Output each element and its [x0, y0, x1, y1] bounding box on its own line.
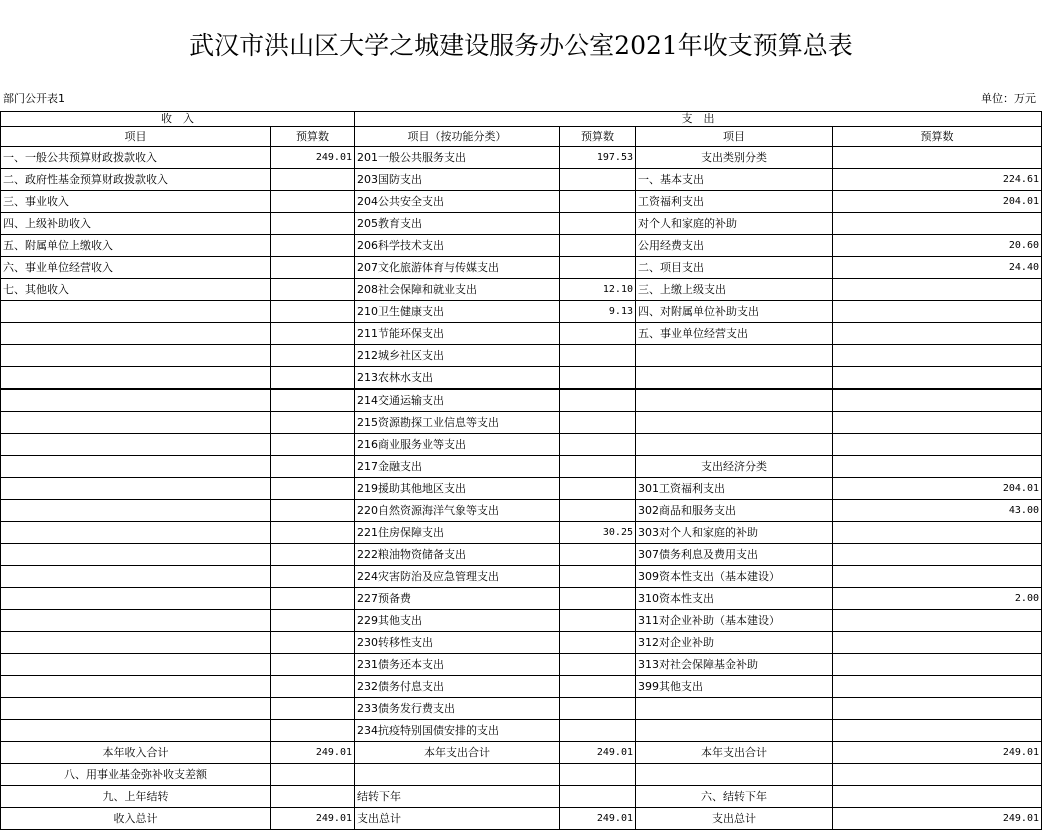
- cell-c: 217金融支出: [355, 456, 560, 478]
- cell-a: 六、事业单位经营收入: [1, 257, 271, 279]
- cell-f: [833, 676, 1042, 698]
- cell-b: [271, 764, 355, 786]
- cell-e: [636, 764, 833, 786]
- table-row: [1, 191, 1042, 213]
- cell-d: [560, 345, 636, 367]
- cell-c: 201一般公共服务支出: [355, 147, 560, 169]
- table-row: [1, 676, 1042, 698]
- cell-d: [560, 478, 636, 500]
- cell-b: [271, 191, 355, 213]
- cell-e: 五、事业单位经营支出: [636, 323, 833, 345]
- cell-d: [560, 786, 636, 808]
- cell-a: [1, 632, 271, 654]
- cell-d: [560, 720, 636, 742]
- cell-c: 本年支出合计: [355, 742, 560, 764]
- cell-e: [636, 698, 833, 720]
- cell-c: 211节能环保支出: [355, 323, 560, 345]
- table-row: [1, 456, 1042, 478]
- cell-d: [560, 632, 636, 654]
- cell-c: 213农林水支出: [355, 367, 560, 390]
- table-row: [1, 478, 1042, 500]
- cell-d: 12.10: [560, 279, 636, 301]
- cell-a: [1, 478, 271, 500]
- cell-b: [271, 169, 355, 191]
- table-row: [1, 257, 1042, 279]
- cell-d: [560, 323, 636, 345]
- table-row: [1, 654, 1042, 676]
- cell-a: [1, 544, 271, 566]
- cell-f: [833, 654, 1042, 676]
- cell-b: [271, 235, 355, 257]
- cell-f: [833, 720, 1042, 742]
- cell-a: 九、上年结转: [1, 786, 271, 808]
- cell-a: [1, 434, 271, 456]
- cell-e: 二、项目支出: [636, 257, 833, 279]
- table-row: [1, 698, 1042, 720]
- cell-f: [833, 147, 1042, 169]
- cell-f: [833, 434, 1042, 456]
- cell-a: 二、政府性基金预算财政拨款收入: [1, 169, 271, 191]
- cell-c: 214交通运输支出: [355, 389, 560, 412]
- cell-d: 249.01: [560, 742, 636, 764]
- cell-a: [1, 301, 271, 323]
- cell-a: [1, 389, 271, 412]
- cell-b: [271, 301, 355, 323]
- cell-a: 七、其他收入: [1, 279, 271, 301]
- cell-c: 215资源勘探工业信息等支出: [355, 412, 560, 434]
- cell-c: 227预备费: [355, 588, 560, 610]
- cell-a: [1, 345, 271, 367]
- cell-e: 312对企业补助: [636, 632, 833, 654]
- cell-b: [271, 698, 355, 720]
- cell-b: [271, 213, 355, 235]
- col-budget-header: 预算数: [833, 127, 1042, 147]
- cell-f: [833, 764, 1042, 786]
- cell-d: [560, 412, 636, 434]
- total-row: [1, 764, 1042, 786]
- cell-c: 210卫生健康支出: [355, 301, 560, 323]
- cell-f: 204.01: [833, 191, 1042, 213]
- cell-a: [1, 698, 271, 720]
- table-row: [1, 213, 1042, 235]
- cell-e: [636, 367, 833, 390]
- cell-a: [1, 456, 271, 478]
- cell-a: 四、上级补助收入: [1, 213, 271, 235]
- total-row: [1, 742, 1042, 764]
- cell-b: [271, 786, 355, 808]
- cell-d: [560, 566, 636, 588]
- cell-b: [271, 345, 355, 367]
- cell-f: 249.01: [833, 742, 1042, 764]
- cell-d: [560, 610, 636, 632]
- cell-f: [833, 213, 1042, 235]
- cell-b: [271, 389, 355, 412]
- cell-d: 249.01: [560, 808, 636, 830]
- cell-c: 222粮油物资储备支出: [355, 544, 560, 566]
- cell-d: [560, 764, 636, 786]
- table-row: [1, 147, 1042, 169]
- cell-a: [1, 588, 271, 610]
- cell-d: [560, 456, 636, 478]
- cell-f: [833, 389, 1042, 412]
- cell-d: 30.25: [560, 522, 636, 544]
- cell-e: [636, 389, 833, 412]
- table-row: [1, 389, 1042, 412]
- cell-a: [1, 323, 271, 345]
- cell-e: [636, 345, 833, 367]
- unit-label: 单位：万元: [981, 92, 1036, 105]
- cell-f: [833, 610, 1042, 632]
- cell-b: 249.01: [271, 808, 355, 830]
- cell-e: 支出总计: [636, 808, 833, 830]
- cell-d: [560, 367, 636, 390]
- cell-b: [271, 257, 355, 279]
- cell-a: [1, 412, 271, 434]
- cell-c: 233债务发行费支出: [355, 698, 560, 720]
- cell-a: 三、事业收入: [1, 191, 271, 213]
- cell-c: 231债务还本支出: [355, 654, 560, 676]
- cell-a: [1, 676, 271, 698]
- col-item-header: 项目: [636, 127, 833, 147]
- cell-f: 24.40: [833, 257, 1042, 279]
- cell-c: 221住房保障支出: [355, 522, 560, 544]
- cell-d: 197.53: [560, 147, 636, 169]
- table-row: [1, 566, 1042, 588]
- cell-f: [833, 544, 1042, 566]
- table-row: [1, 279, 1042, 301]
- table-row: [1, 720, 1042, 742]
- cell-e: 工资福利支出: [636, 191, 833, 213]
- table-row: [1, 588, 1042, 610]
- cell-b: [271, 279, 355, 301]
- cell-f: [833, 698, 1042, 720]
- cell-a: [1, 566, 271, 588]
- cell-d: [560, 213, 636, 235]
- cell-e: 307债务利息及费用支出: [636, 544, 833, 566]
- cell-c: 219援助其他地区支出: [355, 478, 560, 500]
- cell-b: [271, 654, 355, 676]
- cell-c: 232债务付息支出: [355, 676, 560, 698]
- cell-b: [271, 544, 355, 566]
- cell-b: 249.01: [271, 147, 355, 169]
- cell-c: 205教育支出: [355, 213, 560, 235]
- cell-b: [271, 478, 355, 500]
- cell-b: [271, 522, 355, 544]
- cell-e: 四、对附属单位补助支出: [636, 301, 833, 323]
- cell-b: [271, 434, 355, 456]
- table-row: [1, 500, 1042, 522]
- table-row: [1, 610, 1042, 632]
- expense-header: 支 出: [355, 112, 1042, 127]
- cell-a: 一、一般公共预算财政拨款收入: [1, 147, 271, 169]
- cell-e: 本年支出合计: [636, 742, 833, 764]
- cell-d: [560, 500, 636, 522]
- cell-a: 五、附属单位上缴收入: [1, 235, 271, 257]
- table-row: [1, 367, 1042, 390]
- cell-c: 216商业服务业等支出: [355, 434, 560, 456]
- cell-c: 220自然资源海洋气象等支出: [355, 500, 560, 522]
- cell-b: [271, 588, 355, 610]
- cell-f: [833, 522, 1042, 544]
- cell-c: 结转下年: [355, 786, 560, 808]
- form-label: 部门公开表1: [3, 92, 65, 105]
- table-row: [1, 544, 1042, 566]
- cell-f: [833, 323, 1042, 345]
- cell-e: 六、结转下年: [636, 786, 833, 808]
- cell-a: [1, 522, 271, 544]
- cell-c: [355, 764, 560, 786]
- cell-f: [833, 786, 1042, 808]
- cell-e: 303对个人和家庭的补助: [636, 522, 833, 544]
- cell-e: 309资本性支出（基本建设）: [636, 566, 833, 588]
- table-row: [1, 345, 1042, 367]
- cell-d: [560, 654, 636, 676]
- cell-d: [560, 257, 636, 279]
- cell-d: 9.13: [560, 301, 636, 323]
- cell-c: 208社会保障和就业支出: [355, 279, 560, 301]
- cell-f: [833, 279, 1042, 301]
- cell-a: 八、用事业基金弥补收支差额: [1, 764, 271, 786]
- table-row: [1, 434, 1042, 456]
- cell-f: 204.01: [833, 478, 1042, 500]
- cell-b: [271, 610, 355, 632]
- cell-f: 2.00: [833, 588, 1042, 610]
- cell-e: 399其他支出: [636, 676, 833, 698]
- cell-a: 收入总计: [1, 808, 271, 830]
- cell-e: 310资本性支出: [636, 588, 833, 610]
- cell-c: 203国防支出: [355, 169, 560, 191]
- cell-b: [271, 500, 355, 522]
- cell-d: [560, 235, 636, 257]
- cell-b: [271, 720, 355, 742]
- table-row: [1, 235, 1042, 257]
- cell-a: [1, 720, 271, 742]
- cell-e: 302商品和服务支出: [636, 500, 833, 522]
- total-row: [1, 786, 1042, 808]
- cell-c: 224灾害防治及应急管理支出: [355, 566, 560, 588]
- cell-b: [271, 323, 355, 345]
- cell-b: [271, 566, 355, 588]
- cell-f: 249.01: [833, 808, 1042, 830]
- cell-e: 对个人和家庭的补助: [636, 213, 833, 235]
- cell-e: [636, 720, 833, 742]
- cell-c: 支出总计: [355, 808, 560, 830]
- cell-c: 204公共安全支出: [355, 191, 560, 213]
- cell-a: [1, 610, 271, 632]
- cell-d: [560, 544, 636, 566]
- total-row: [1, 808, 1042, 830]
- cell-c: 229其他支出: [355, 610, 560, 632]
- cell-e: 311对企业补助（基本建设）: [636, 610, 833, 632]
- table-row: [1, 522, 1042, 544]
- cell-e: 一、基本支出: [636, 169, 833, 191]
- cell-b: [271, 367, 355, 390]
- cell-b: [271, 456, 355, 478]
- cell-e: 313对社会保障基金补助: [636, 654, 833, 676]
- cell-d: [560, 676, 636, 698]
- cell-e: 301工资福利支出: [636, 478, 833, 500]
- cell-e: [636, 412, 833, 434]
- cell-d: [560, 389, 636, 412]
- cell-f: 20.60: [833, 235, 1042, 257]
- cell-e: 支出类别分类: [636, 147, 833, 169]
- cell-f: 43.00: [833, 500, 1042, 522]
- table-row: [1, 323, 1042, 345]
- cell-f: [833, 632, 1042, 654]
- cell-f: 224.61: [833, 169, 1042, 191]
- cell-c: 207文化旅游体育与传媒支出: [355, 257, 560, 279]
- cell-f: [833, 412, 1042, 434]
- table-row: [1, 412, 1042, 434]
- cell-c: 206科学技术支出: [355, 235, 560, 257]
- table-row: [1, 632, 1042, 654]
- cell-d: [560, 191, 636, 213]
- cell-d: [560, 169, 636, 191]
- cell-f: [833, 367, 1042, 390]
- cell-a: [1, 654, 271, 676]
- table-row: [1, 301, 1042, 323]
- col-budget-header: 预算数: [560, 127, 636, 147]
- cell-f: [833, 456, 1042, 478]
- cell-e: 支出经济分类: [636, 456, 833, 478]
- col-item-function-header: 项目（按功能分类）: [355, 127, 560, 147]
- cell-c: 212城乡社区支出: [355, 345, 560, 367]
- income-header: 收 入: [1, 112, 355, 127]
- cell-d: [560, 698, 636, 720]
- cell-d: [560, 588, 636, 610]
- cell-c: 230转移性支出: [355, 632, 560, 654]
- cell-e: 公用经费支出: [636, 235, 833, 257]
- cell-f: [833, 345, 1042, 367]
- cell-e: [636, 434, 833, 456]
- cell-b: [271, 676, 355, 698]
- col-item-header: 项目: [1, 127, 271, 147]
- cell-a: [1, 500, 271, 522]
- cell-b: [271, 412, 355, 434]
- cell-e: 三、上缴上级支出: [636, 279, 833, 301]
- col-budget-header: 预算数: [271, 127, 355, 147]
- cell-a: 本年收入合计: [1, 742, 271, 764]
- cell-c: 234抗疫特别国债安排的支出: [355, 720, 560, 742]
- cell-b: 249.01: [271, 742, 355, 764]
- table-row: [1, 169, 1042, 191]
- page-title: 武汉市洪山区大学之城建设服务办公室2021年收支预算总表: [189, 31, 853, 60]
- cell-f: [833, 301, 1042, 323]
- cell-b: [271, 632, 355, 654]
- cell-f: [833, 566, 1042, 588]
- cell-d: [560, 434, 636, 456]
- cell-a: [1, 367, 271, 390]
- budget-table: [0, 111, 1042, 830]
